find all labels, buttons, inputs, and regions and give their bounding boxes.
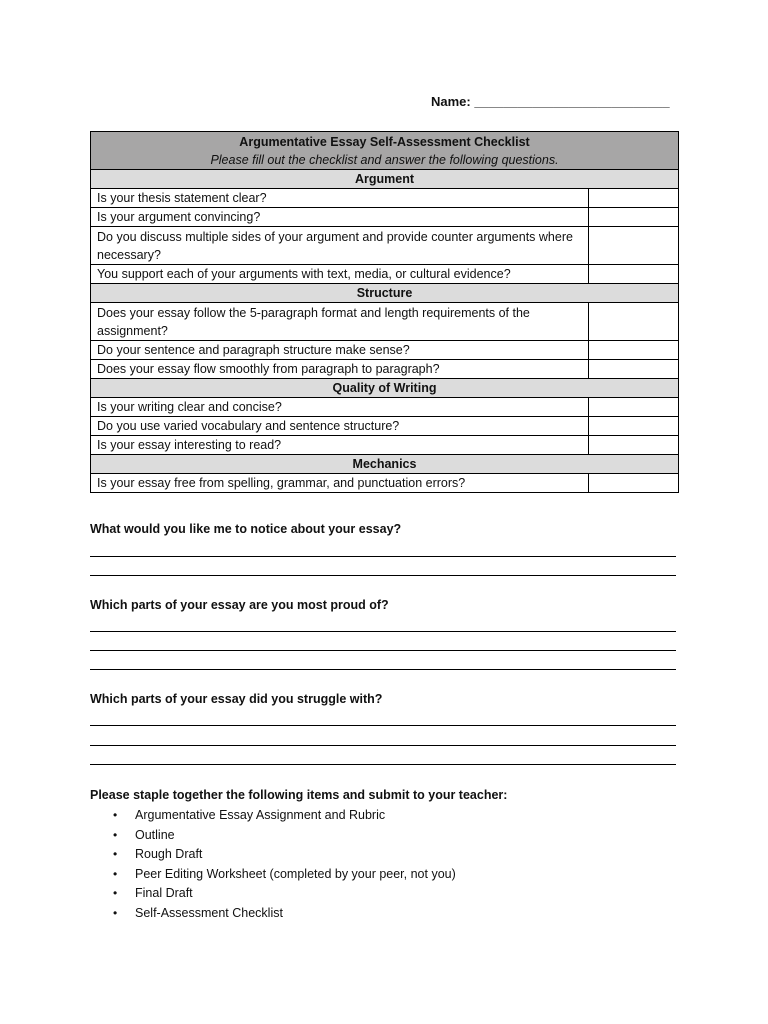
checklist-answer-cell[interactable] (589, 417, 679, 436)
bullet-icon: • (113, 847, 118, 862)
list-item-label: Argumentative Essay Assignment and Rubric (135, 808, 386, 822)
answer-line[interactable] (90, 725, 676, 726)
list-item (90, 904, 456, 924)
section-row-argument (91, 170, 679, 189)
checklist-question: Do your sentence and paragraph structure make sense? (91, 341, 589, 360)
checklist-question: Is your thesis statement clear? (91, 189, 589, 208)
checklist-question: Is your essay interesting to read? (91, 436, 589, 455)
list-item (90, 826, 456, 846)
checklist-answer-cell[interactable] (589, 265, 679, 284)
checklist-answer-cell[interactable] (589, 474, 679, 493)
checklist-answer-cell[interactable] (589, 208, 679, 227)
bullet-icon: • (113, 866, 118, 881)
submit-instructions: Please staple together the following items and submit to your teacher: (90, 788, 508, 802)
checklist-row (91, 341, 679, 360)
section-heading: Quality of Writing (91, 379, 679, 398)
bullet-icon: • (113, 808, 118, 822)
answer-line[interactable] (90, 631, 676, 632)
answer-line[interactable] (90, 669, 676, 670)
name-field-label[interactable]: Name: ___________________________ (431, 94, 670, 109)
list-item-label: Self-Assessment Checklist (135, 905, 283, 920)
answer-line[interactable] (90, 556, 676, 557)
checklist-question: Do you discuss multiple sides of your argument and provide counter arguments where necessary? (91, 227, 589, 265)
checklist-row (91, 227, 679, 265)
checklist-question: Does your essay flow smoothly from paragraph to paragraph? (91, 360, 589, 379)
checklist-answer-cell[interactable] (589, 303, 679, 341)
checklist-row (91, 474, 679, 493)
checklist-question: Do you use varied vocabulary and sentence structure? (91, 417, 589, 436)
list-item-label: Outline (135, 827, 175, 842)
checklist-answer-cell[interactable] (589, 341, 679, 360)
checklist-answer-cell[interactable] (589, 360, 679, 379)
checklist-title: Argumentative Essay Self-Assessment Checklist (239, 134, 530, 149)
checklist-question: Is your writing clear and concise? (91, 398, 589, 417)
checklist-row (91, 398, 679, 417)
checklist-question: You support each of your arguments with text, media, or cultural evidence? (91, 265, 589, 284)
list-item-label: Rough Draft (135, 847, 203, 862)
answer-line[interactable] (90, 650, 676, 651)
bullet-icon: • (113, 905, 118, 920)
checklist-answer-cell[interactable] (589, 436, 679, 455)
checklist-row (91, 303, 679, 341)
answer-line[interactable] (90, 575, 676, 576)
section-heading: Argument (91, 170, 679, 189)
question-struggle: Which parts of your essay did you struggle with? (90, 692, 383, 706)
list-item (90, 806, 456, 826)
checklist-row (91, 189, 679, 208)
checklist-row (91, 417, 679, 436)
section-heading: Structure (91, 284, 679, 303)
checklist-answer-cell[interactable] (589, 227, 679, 265)
checklist-row (91, 360, 679, 379)
checklist-answer-cell[interactable] (589, 189, 679, 208)
submit-items-list (90, 806, 456, 924)
question-notice: What would you like me to notice about your essay? (90, 522, 402, 536)
checklist-header (91, 132, 679, 170)
list-item (90, 865, 456, 885)
checklist-question: Is your argument convincing? (91, 208, 589, 227)
section-heading: Mechanics (91, 455, 679, 474)
checklist-question: Is your essay free from spelling, grammar, and punctuation errors? (91, 474, 589, 493)
bullet-icon: • (113, 886, 118, 901)
checklist-row (91, 208, 679, 227)
section-row-mechanics (91, 455, 679, 474)
question-proud: Which parts of your essay are you most proud of? (90, 598, 389, 612)
list-item (90, 884, 456, 904)
section-row-structure (91, 284, 679, 303)
section-row-quality-of-writing (91, 379, 679, 398)
checklist-question: Does your essay follow the 5-paragraph format and length requirements of the assignment? (91, 303, 589, 341)
checklist-header-row (91, 132, 679, 170)
list-item (90, 845, 456, 865)
checklist-answer-cell[interactable] (589, 398, 679, 417)
checklist-instructions: Please fill out the checklist and answer the following questions. (210, 152, 559, 167)
list-item-label: Peer Editing Worksheet (completed by your peer, not you) (135, 866, 456, 881)
checklist-table (90, 131, 679, 493)
answer-line[interactable] (90, 745, 676, 746)
checklist-row (91, 265, 679, 284)
checklist-row (91, 436, 679, 455)
bullet-icon: • (113, 827, 118, 842)
answer-line[interactable] (90, 764, 676, 765)
list-item-label: Final Draft (135, 886, 193, 901)
